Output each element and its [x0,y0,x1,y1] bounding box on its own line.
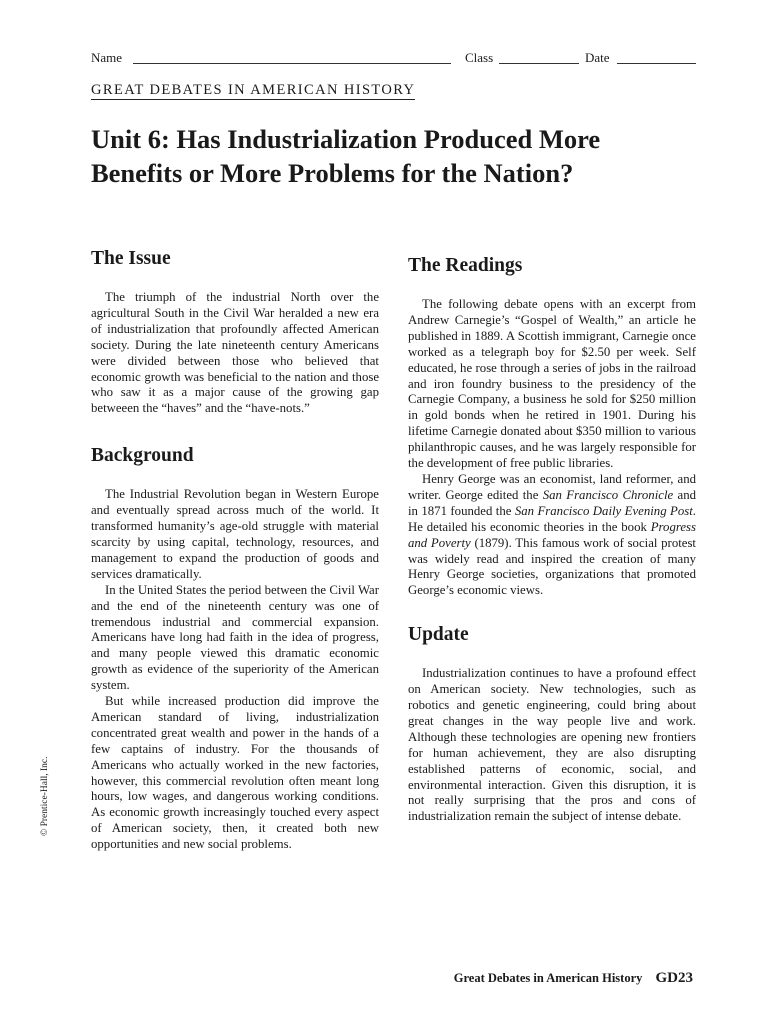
date-blank [617,63,696,64]
class-label: Class [465,50,494,65]
left-column [91,246,379,853]
readings-paragraph-1: The following debate opens with an excerpt from Andrew Carnegie’s “Gospel of Wealth,” an article he published in 1889. A Scottish immigrant, Carnegie once worked as a telegraph boy for $2.50 per week. Self educated, he rose through a series of jobs in the railroad and iron foundry business to the presidency of the Carnegie Company, a business he sold for $250 million in gold bonds when he retired in 1901. During his lifetime Carnegie donated about $350 million to various philanthropic causes, and he was largely responsible for the development of free public libraries. [408,297,696,471]
update-paragraph: Industrialization continues to have a profound effect on American society. New technologies, such as robotics and genetic engineering, could bring about great changes in the way people live and work. Although these technologies are opening new frontiers for human achievement, they are also disrupting established patterns of economic, social, and environmental interaction. Given this disruption, it is not really surprising that the pros and cons of industrialization remain the subject of intense debate. [408,666,696,824]
newspaper-title: San Francisco Daily Evening Post [514,503,693,518]
update-heading: Update [408,624,469,646]
readings-paragraph-2: Henry George was an economist, land reformer, and writer. George edited the San Francisco Chronicle and in 1871 founded the San Francisco Daily Evening Post. He detailed his economic theories in the book Progress and Poverty (1879). This famous work of social protest was widely read and inspired the creation of many Henry George societies, organizations that promoted George’s economic views. [408,471,696,598]
page-number: GD23 [655,970,693,986]
background-paragraph-1: The Industrial Revolution began in Western Europe and eventually spread across much of the world. It transformed humanity’s age-old struggle with material scarcity by using capital, technology, resources, and management to expand the production of goods and services dramatically. [91,487,379,581]
copyright-notice: © Prentice-Hall, Inc. [40,756,50,836]
unit-title: Unit 6: Has Industrialization Produced More Benefits or More Problems for the Nation? [91,124,601,188]
right-column [408,253,696,825]
class-blank [499,63,579,64]
issue-paragraph: The triumph of the industrial North over the agricultural South in the Civil War heralded a new era of industrialization that profoundly affected American society. During the late nineteenth century Americans were divided between those who believed that economic growth was beneficial to the nation and those who saw it as a major cause of the growing gap betweeen the “haves” and the “have-nots.” [91,290,379,416]
name-blank [133,63,451,64]
issue-heading: The Issue [91,248,171,269]
background-paragraph-3: But while increased production did improve the American standard of living, industrialization concentrated great wealth and power in the hands of a few captains of industry. For the thousands of Americans who actually worked in the new factories, however, this commercial revolution often meant long hours, low wages, and dangerous working conditions. As economic growth increasingly touched every aspect of American society, then, it created both new opportunities and new social problems. [91,694,379,852]
footer-title: Great Debates in American History [453,971,643,985]
date-label: Date [585,50,610,65]
book-title: Progress and Poverty [408,519,696,550]
name-label: Name [91,50,123,65]
student-info-line [91,50,696,68]
readings-heading: The Readings [408,255,523,276]
series-title: GREAT DEBATES IN AMERICAN HISTORY [91,82,416,98]
page-footer [454,970,693,987]
background-paragraph-2: In the United States the period between the Civil War and the end of the nineteenth century was one of tremendous industrial and commercial expansion. Americans have long had faith in the idea of progress, and many people viewed this dramatic economic growth as evidence of the superiority of the American system. [91,582,379,693]
newspaper-title: San Francisco Chronicle [542,487,674,502]
background-heading: Background [91,445,194,467]
